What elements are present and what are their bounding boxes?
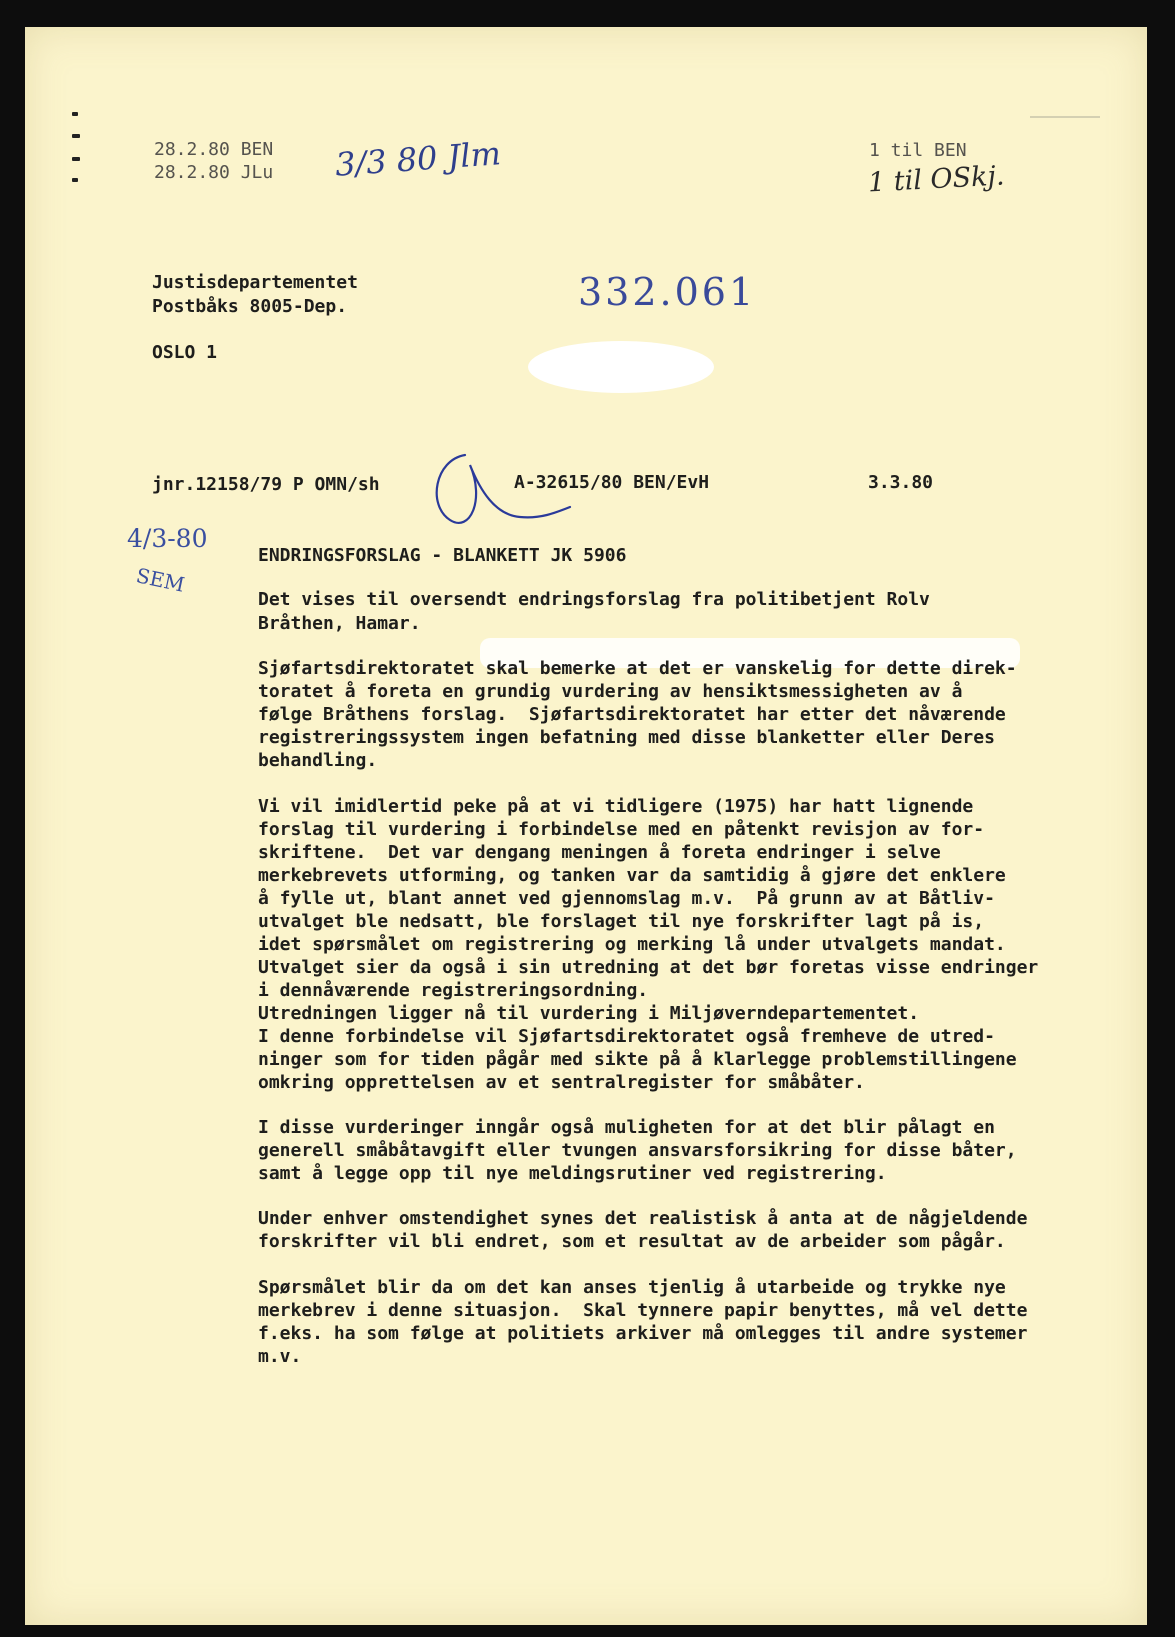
body-line: generell småbåtavgift eller tvungen ansvarsforsikring for disse båter, bbox=[258, 1140, 1017, 1161]
body-line: skriftene. Det var dengang meningen å foreta endringer i selve bbox=[258, 842, 941, 863]
subject-line: ENDRINGSFORSLAG - BLANKETT JK 5906 bbox=[258, 545, 627, 566]
handwritten-date-signature: 3/3 80 Jlm bbox=[333, 134, 503, 184]
our-reference: A-32615/80 BEN/EvH bbox=[514, 472, 710, 493]
handwritten-file-number: 332.061 bbox=[578, 270, 757, 314]
body-line: i dennåværende registreringsordning. bbox=[258, 980, 649, 1001]
stamp-date: 4/3-80 bbox=[127, 524, 208, 553]
body-line: m.v. bbox=[258, 1346, 302, 1367]
body-line: å fylle ut, blant annet ved gjennomslag m.v. På grunn av at Båtliv- bbox=[258, 888, 995, 909]
recipient-name: Justisdepartementet bbox=[152, 272, 358, 293]
body-line: Bråthen, Hamar. bbox=[258, 613, 421, 634]
body-line: f.eks. ha som følge at politiets arkiver må omlegges til andre systemer bbox=[258, 1323, 1028, 1344]
body-line: Utredningen ligger nå til vurdering i Miljøverndepartementet. bbox=[258, 1003, 920, 1024]
recipient-address: Postbåks 8005-Dep. bbox=[152, 296, 348, 317]
body-line: Sjøfartsdirektoratet skal bemerke at det er vanskelig for dette direk- bbox=[258, 658, 1017, 679]
their-reference: jnr.12158/79 P OMN/sh bbox=[152, 474, 380, 495]
body-line: ninger som for tiden pågår med sikte på å klarlegge problemstillingene bbox=[258, 1049, 1017, 1070]
body-line: Utvalget sier da også i sin utredning at det bør foretas visse endringer bbox=[258, 957, 1039, 978]
body-line: toratet å foreta en grundig vurdering av hensiktsmessigheten av å bbox=[258, 681, 963, 702]
routing-line-2: 28.2.80 JLu bbox=[154, 162, 274, 183]
routing-line-1: 28.2.80 BEN bbox=[154, 139, 274, 160]
body-line: idet spørsmålet om registrering og merking lå under utvalgets mandat. bbox=[258, 934, 1006, 955]
faint-header-mark bbox=[1030, 116, 1100, 128]
margin-mark bbox=[72, 134, 80, 138]
body-line: forslag til vurdering i forbindelse med en påtenkt revisjon av for- bbox=[258, 819, 985, 840]
body-line: Spørsmålet blir da om det kan anses tjenlig å utarbeide og trykke nye bbox=[258, 1277, 1006, 1298]
body-line: Vi vil imidlertid peke på at vi tidligere (1975) har hatt lignende bbox=[258, 796, 974, 817]
margin-mark bbox=[72, 112, 78, 116]
body-line: Det vises til oversendt endringsforslag fra politibetjent Rolv bbox=[258, 589, 930, 610]
copy-line: 1 til BEN bbox=[869, 140, 967, 161]
recipient-city: OSLO 1 bbox=[152, 342, 218, 363]
body-line: samt å legge opp til nye meldingsrutiner ved registrering. bbox=[258, 1163, 887, 1184]
stamp-initials: SEM bbox=[134, 563, 187, 597]
body-line: I denne forbindelse vil Sjøfartsdirektoratet også fremheve de utred- bbox=[258, 1026, 995, 1047]
redaction-blot bbox=[528, 341, 714, 393]
margin-mark bbox=[72, 178, 78, 182]
body-line: forskrifter vil bli endret, som et resultat av de arbeider som pågår. bbox=[258, 1231, 1006, 1252]
body-line: I disse vurderinger inngår også muligheten for at det blir pålagt en bbox=[258, 1117, 995, 1138]
body-line: merkebrev i denne situasjon. Skal tynnere papir benyttes, må vel dette bbox=[258, 1300, 1028, 1321]
body-line: behandling. bbox=[258, 750, 378, 771]
body-line: registreringssystem ingen befatning med disse blanketter eller Deres bbox=[258, 727, 995, 748]
body-line: utvalget ble nedsatt, ble forslaget til nye forskrifter lagt på is, bbox=[258, 911, 985, 932]
margin-mark bbox=[72, 157, 80, 161]
body-line: merkebrevets utforming, og tanken var da samtidig å gjøre det enklere bbox=[258, 865, 1006, 886]
handwritten-loop-mark bbox=[425, 445, 575, 535]
body-line: omkring opprettelsen av et sentralregister for småbåter. bbox=[258, 1072, 865, 1093]
letter-date: 3.3.80 bbox=[868, 472, 934, 493]
body-line: følge Bråthens forslag. Sjøfartsdirektoratet har etter det nåværende bbox=[258, 704, 1006, 725]
body-line: Under enhver omstendighet synes det realistisk å anta at de någjeldende bbox=[258, 1208, 1028, 1229]
handwritten-copy-note: 1 til OSkj. bbox=[867, 160, 1006, 199]
